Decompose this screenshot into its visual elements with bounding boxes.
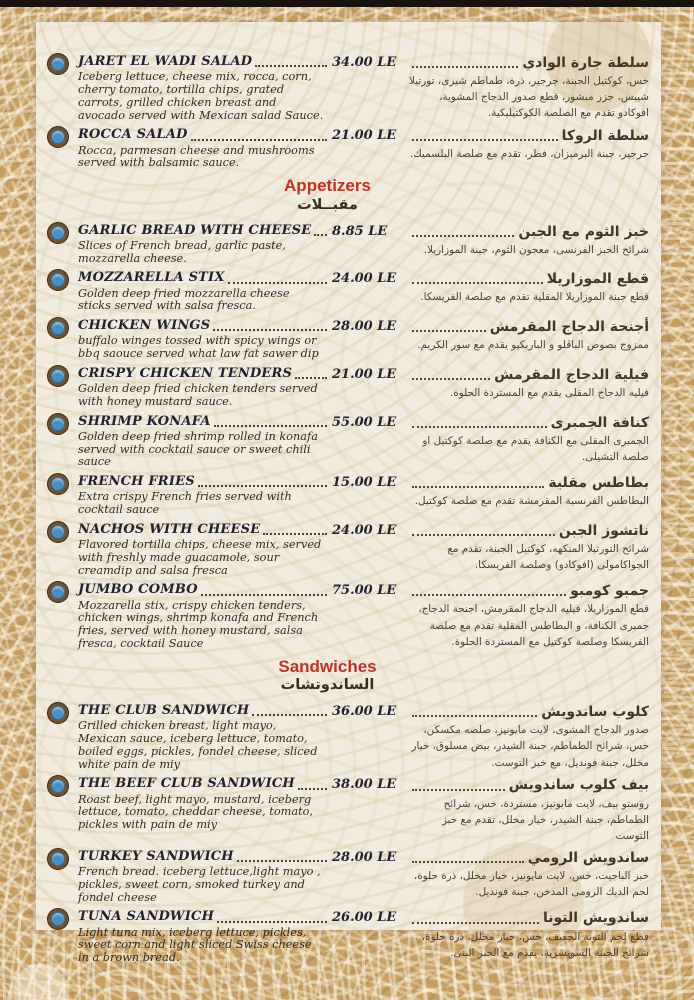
dotted-leader-ar (412, 426, 547, 428)
restaurant-emblem-bullet-icon (48, 318, 68, 338)
item-desc-en: Iceberg lettuce, cheese mix, rocca, corn, cherry tomato, tortilla chips, grated carrots, grilled chicken breast and avocado served with Mexican salad Sauce. (78, 70, 324, 122)
item-desc-ar: البطاطس الفرنسية المقرمشة تقدم مع صلصة كوكتيل. (414, 495, 649, 508)
item-name-ar: كنافة الجمبرى (550, 414, 649, 431)
restaurant-emblem-bullet-icon (48, 582, 68, 602)
restaurant-emblem-bullet-icon (48, 776, 68, 796)
restaurant-emblem-bullet-icon (48, 54, 68, 74)
dotted-leader (198, 485, 327, 487)
menu-item-row (46, 909, 649, 965)
item-arabic-block (404, 909, 649, 960)
item-english-block (46, 522, 404, 578)
item-name-ar: كلوب ساندويش (541, 704, 649, 721)
item-arabic-block (404, 414, 649, 465)
dotted-leader-ar (412, 534, 555, 536)
dotted-leader-ar (412, 330, 486, 332)
item-desc-en: Grilled chicken breast, light mayo, Mexican sauce, iceberg lettuce, tomato, boiled eggs, pickles, fondel cheese, sliced white pain de miy (78, 719, 318, 771)
item-name-en: NACHOS WITH CHEESE (78, 521, 261, 537)
item-name-en: FRENCH FRIES (78, 474, 195, 490)
dotted-leader (314, 234, 327, 236)
item-name-ar: ناتشوز الجبن (558, 522, 649, 539)
dotted-leader (237, 860, 327, 862)
item-english-block (46, 776, 404, 832)
menu-item-row (46, 366, 649, 409)
item-name-en: THE CLUB SANDWICH (78, 703, 250, 719)
restaurant-emblem-bullet-icon (48, 522, 68, 542)
item-english-block (46, 318, 404, 361)
section-header (46, 177, 609, 215)
menu-item-row (46, 54, 649, 122)
item-arabic-block (404, 522, 649, 573)
item-price: 28.00 LE (332, 849, 397, 865)
item-name-ar: ساندويش التونا (542, 910, 649, 927)
restaurant-emblem-bullet-icon (48, 909, 68, 929)
section-title-en: Appetizers (284, 176, 371, 195)
item-desc-ar: قطع جبنة الموزاريلا المقلية تقدم مع صلصة الفريسكا. (420, 291, 649, 304)
item-desc-en: Golden deep fried chicken tenders served with honey mustard sauce. (78, 382, 318, 408)
item-name-en: ROCCA SALAD (78, 127, 188, 143)
item-name-ar: ساندويش الرومي (527, 849, 649, 866)
item-english-block (46, 127, 404, 170)
item-english-block (46, 223, 404, 266)
dotted-leader (295, 377, 327, 379)
item-desc-en: Light tuna mix, iceberg lettuce, pickles, sweet corn and light sliced Swiss cheese in a brown bread. (78, 925, 312, 965)
item-arabic-block (404, 127, 649, 162)
item-name-en: GARLIC BREAD WITH CHEESE (78, 222, 312, 238)
item-english-block (46, 909, 404, 965)
item-english-block (46, 474, 404, 517)
dotted-leader-ar (412, 922, 539, 924)
item-name-en: SHRIMP KONAFA (78, 413, 211, 429)
dotted-leader-ar (412, 861, 524, 863)
menu-item-row (46, 582, 649, 650)
scan-top-edge (0, 0, 694, 7)
restaurant-emblem-bullet-icon (48, 127, 68, 147)
menu-item-row (46, 318, 649, 361)
item-name-ar: فيلية الدجاج المقرمش (494, 366, 649, 383)
item-price: 15.00 LE (332, 475, 397, 491)
item-arabic-block (404, 849, 649, 900)
item-arabic-block (404, 703, 649, 771)
item-english-block (46, 849, 404, 905)
item-price: 8.85 LE (332, 223, 388, 239)
item-english-block (46, 366, 404, 409)
item-name-en: TURKEY SANDWICH (78, 848, 234, 864)
menu-paper (36, 22, 661, 965)
restaurant-emblem-bullet-icon (48, 849, 68, 869)
item-name-en: TUNA SANDWICH (78, 909, 215, 925)
menu-item-row (46, 474, 649, 517)
item-desc-ar: شرائح الخبز الفرنسى، معجون الثوم، جبنة الموزاريلا. (423, 243, 649, 256)
item-price: 34.00 LE (332, 55, 397, 70)
item-english-block (46, 582, 404, 650)
dotted-leader-ar (412, 235, 514, 237)
dotted-leader (201, 594, 327, 596)
item-name-en: JUMBO COMBO (78, 582, 198, 598)
menu-item-row (46, 127, 649, 170)
item-price: 75.00 LE (332, 583, 397, 599)
item-arabic-block (404, 223, 649, 258)
menu-item-row (46, 776, 649, 844)
item-desc-ar: قطع لحم التونة الخفيف، خس، خيار مخلل، ذرة حلوة، شرائح الجبنة السويسرية، يقدم مع الخبز البنى. (421, 930, 649, 959)
item-desc-ar: قطع الموزاريلا، فيليه الدجاج المقرمش، اجنحة الدجاج، جمبرى الكنافة، و البطاطس المقلية تقدم مع صلصة الفريسكا وصلصة كوكتيل مع المستردة الحلوة. (418, 603, 649, 648)
item-english-block (46, 414, 404, 470)
item-desc-ar: جرجير، جبنة البرميزان، فطر، تقدم مع صلصة البلسميك. (409, 148, 649, 161)
item-desc-ar: خس، كوكتيل الجبنة، جرجير، ذرة، طماطم شيرى، تورتيلا شيبس، جزر مبشور، قطع صدور الدجاج المشوية، افوكادو تقدم مع الصلصة الكوكتيليكية. (409, 75, 649, 120)
item-desc-ar: صدور الدجاج المشوى، لايت مايونيز، صلصه مكسكن، خس، شرائح الطماطم، جبنة الشيدر، بيض مسلوق، خيار مخلل، جبنة فونديل، مع خبز التوست. (411, 724, 649, 769)
item-name-ar: بطاطس مقلية (548, 475, 649, 492)
item-english-block (46, 54, 404, 122)
item-arabic-block (404, 474, 649, 509)
item-english-block (46, 703, 404, 771)
dotted-leader-ar (412, 139, 558, 141)
item-price: 21.00 LE (332, 366, 397, 382)
item-price: 24.00 LE (332, 271, 397, 287)
item-name-ar: خبز الثوم مع الجبن (518, 223, 649, 240)
item-desc-en: buffalo winges tossed with spicy wings or bbq saouce served what law fat sawer dip (78, 334, 319, 361)
item-price: 28.00 LE (332, 319, 397, 335)
menu-item-row (46, 522, 649, 578)
item-desc-en: Extra crispy French fries served with cocktail sauce (78, 490, 292, 517)
item-name-en: CHICKEN WINGS (78, 318, 211, 334)
dotted-leader-ar (412, 789, 505, 791)
item-name-ar: سلطة الروكا (561, 128, 649, 145)
dotted-leader (213, 329, 327, 331)
item-price: 55.00 LE (332, 414, 397, 430)
restaurant-emblem-bullet-icon (48, 366, 68, 386)
dotted-leader (252, 714, 327, 716)
item-name-en: THE BEEF CLUB SANDWICH (78, 776, 295, 792)
menu-item-row (46, 703, 649, 771)
dotted-leader-ar (412, 282, 543, 284)
restaurant-emblem-bullet-icon (48, 223, 68, 243)
dotted-leader-ar (412, 378, 490, 380)
item-price: 21.00 LE (332, 128, 397, 144)
item-name-ar: سلطة جارة الوادي (522, 55, 649, 71)
item-desc-en: Slices of French bread, garlic paste, mozzarella cheese. (78, 238, 286, 265)
section-title-ar: الساندوتشات (280, 677, 375, 694)
item-arabic-block (404, 776, 649, 844)
item-name-ar: قطع الموزاريلا (546, 271, 649, 288)
section-header (46, 658, 609, 696)
item-name-en: JARET EL WADI SALAD (78, 54, 253, 69)
item-price: 26.00 LE (332, 910, 397, 926)
item-arabic-block (404, 54, 649, 122)
item-english-block (46, 270, 404, 313)
item-arabic-block (404, 270, 649, 305)
item-desc-en: Roast beef, light mayo, mustard, iceberg lettuce, tomato, cheddar cheese, tomato, pickles with pain de miy (78, 792, 313, 832)
menu-item-row (46, 270, 649, 313)
item-desc-ar: ممزوج بصوص الباڤلو و الباربكيو يقدم مع سور الكريم. (417, 339, 649, 352)
item-name-ar: جمبو كومبو (570, 583, 649, 600)
dotted-leader (255, 65, 327, 67)
restaurant-emblem-bullet-icon (48, 414, 68, 434)
item-name-en: CRISPY CHICKEN TENDERS (78, 365, 293, 381)
item-price: 24.00 LE (332, 522, 397, 538)
item-desc-en: Flavored tortilla chips, cheese mix, served with freshly made guacamole, sour creamdip and salsa fresca (78, 538, 322, 577)
restaurant-emblem-bullet-icon (48, 474, 68, 494)
item-name-ar: أجنحة الدجاج المقرمش (489, 319, 649, 336)
menu-item-row (46, 223, 649, 266)
item-desc-en: Rocca, parmesan cheese and mushrooms served with balsamic sauce. (78, 143, 315, 170)
dotted-leader-ar (412, 66, 518, 68)
item-arabic-block (404, 318, 649, 353)
item-name-ar: بيف كلوب ساندويش (508, 777, 649, 794)
dotted-leader (263, 533, 327, 535)
restaurant-emblem-bullet-icon (48, 703, 68, 723)
item-arabic-block (404, 366, 649, 401)
item-desc-ar: فيليه الدجاج المقلى يقدم مع المستردة الحلوة. (450, 386, 649, 399)
item-desc-ar: روستو بيف، لايت مايونيز، مستردة، خس، شرائح الطماطم، جبنة الشيدر، خيار مخلل، تقدم مع خبز التوست (441, 797, 649, 842)
dotted-leader (298, 788, 327, 790)
dotted-leader (214, 425, 327, 427)
dotted-leader-ar (412, 715, 537, 717)
dotted-leader (228, 282, 327, 284)
item-desc-en: French bread. iceberg lettuce,light mayo , pickles, sweet corn, smoked turkey and fondel cheese (78, 865, 321, 904)
item-desc-en: Golden deep fried shrimp rolled in konafa served with cocktail sauce or sweet chili sauce (78, 429, 318, 469)
restaurant-emblem-bullet-icon (48, 270, 68, 290)
item-desc-ar: شرائح التورتيلا المنكهه، كوكتيل الجبنة، تقدم مع الجواكامولى (افوكادو) وصلصة الفريسكا. (447, 542, 649, 572)
item-desc-ar: الجمبرى المقلى مع الكنافة يقدم مع صلصة كوكتيل او صلصة التشيلى. (422, 434, 649, 463)
item-price: 38.00 LE (332, 777, 397, 793)
item-desc-ar: خبز الباجيت، خس، لايت مايونيز، خيار مخلل، ذرة حلوة، لحم الديك الرومى المدخن، جبنة فونديل. (413, 870, 649, 899)
item-desc-en: Mozzarella stix, crispy chicken tenders, chicken wings, shrimp konafa and French fries, served with honey mustard, salsa fresca, cocktail Sauce (78, 598, 319, 650)
item-price: 36.00 LE (332, 704, 397, 720)
dotted-leader (217, 921, 327, 923)
section-title-en: Sandwiches (278, 656, 377, 676)
menu-item-row (46, 849, 649, 905)
section-title-ar: مقبــلات (297, 196, 358, 213)
item-arabic-block (404, 582, 649, 650)
item-desc-en: Golden deep fried mozzarella cheese sticks served with salsa fresca. (78, 286, 290, 313)
dotted-leader (191, 139, 327, 141)
dotted-leader-ar (412, 486, 544, 488)
menu-item-row (46, 414, 649, 470)
dotted-leader-ar (412, 594, 566, 596)
item-name-en: MOZZARELLA STIX (78, 270, 225, 286)
